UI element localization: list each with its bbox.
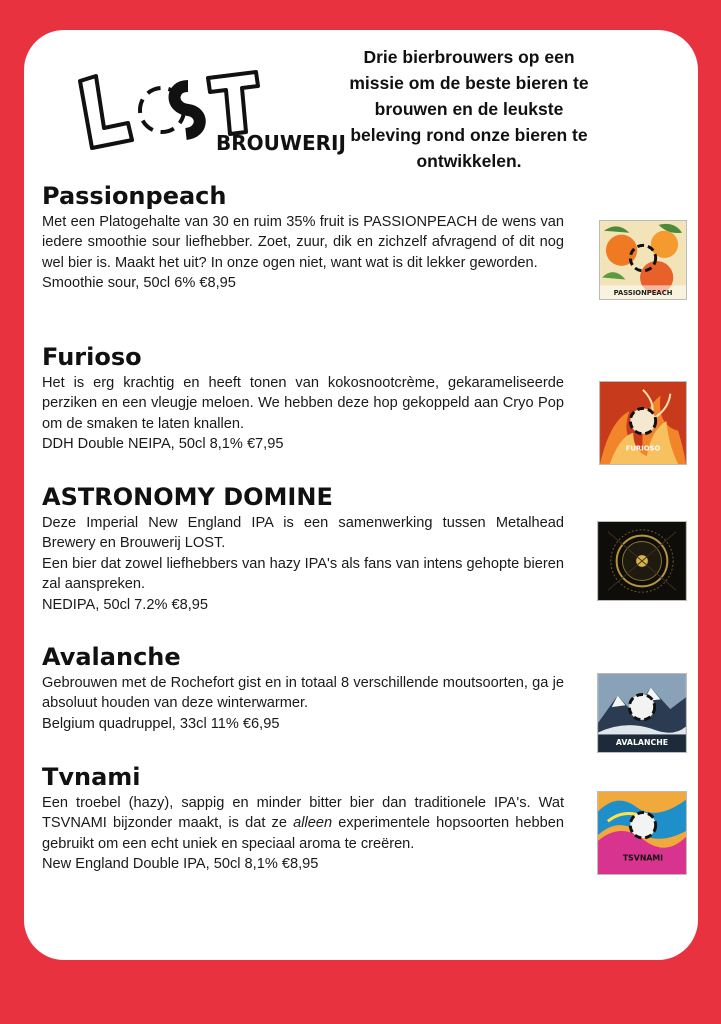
svg-text:AVALANCHE: AVALANCHE: [615, 738, 669, 748]
beer-meta: NEDIPA, 50cl 7.2% €8,95: [42, 596, 209, 613]
svg-text:FURIOSO: FURIOSO: [625, 444, 661, 453]
peach-label-icon: [599, 220, 687, 300]
beer-description: Deze Imperial New England IPA is een samenwerking tussen Metalhead Brewery en Brouwerij LOST.: [42, 515, 564, 552]
beer-meta: Belgium quadruppel, 33cl 11% €6,95: [42, 715, 280, 732]
beer-description: Een troebel (hazy), sappig en minder bitter bier dan traditionele IPA's. Wat TSVNAMI bijzonder maakt, is dat ze alleen experimentele hopsoorten hebben gebruikt om een echt uniek en speciaal aroma te creëren.: [42, 795, 564, 852]
flame-label-icon: [599, 381, 687, 465]
beer-description: Met een Platogehalte van 30 en ruim 35% fruit is PASSIONPEACH de wens van iedere smoothie sour liefhebber. Zoet, zuur, dik en zichzelf afvragend of dit nog wel bier is. Maakt het uit? In onze ogen niet, want wat is dit lekker geworden.: [42, 214, 564, 271]
tagline: Drie bierbrouwers op een missie om de beste bieren te brouwen en de leukste beleving rond onze bieren te ontwikkelen.: [349, 47, 589, 171]
beer-meta: DDH Double NEIPA, 50cl 8,1% €7,95: [42, 436, 284, 453]
cosmic-ring-icon: [597, 521, 687, 601]
beer-title: Furioso: [42, 343, 142, 371]
beer-avalanche: [42, 641, 687, 748]
svg-text:PASSIONPEACH: PASSIONPEACH: [613, 289, 673, 298]
wave-label-icon: [597, 791, 687, 875]
beer-title: Passionpeach: [42, 182, 227, 210]
beer-title: Avalanche: [42, 643, 181, 671]
menu-card: [24, 30, 698, 960]
beer-title: Tvnami: [42, 763, 141, 791]
mountain-label-icon: [597, 673, 687, 753]
beer-description: Een bier dat zowel liefhebbers van hazy IPA's als fans van intens gehopte bieren zal aanspreken.: [42, 555, 564, 593]
beer-title: ASTRONOMY DOMINE: [42, 483, 333, 511]
beer-meta: Smoothie sour, 50cl 6% €8,95: [42, 275, 236, 292]
beer-furioso: [42, 341, 687, 455]
beer-description: Het is erg krachtig en heeft tonen van kokosnootcrème, gekarameliseerde perziken en een vleugje meloen. We hebben deze hop gekoppeld aan Cryo Pop om de smaken te laten knallen.: [42, 375, 564, 432]
beer-description: Gebrouwen met de Rochefort gist en in totaal 8 verschillende moutsoorten, ga je absoluut houden van deze winterwarmer.: [42, 675, 564, 712]
svg-text:BROUWERIJ: BROUWERIJ: [216, 131, 346, 155]
beer-tvnami: [42, 761, 687, 875]
svg-text:TSVNAMI: TSVNAMI: [622, 853, 664, 863]
beer-astronomy-domine: [42, 481, 687, 615]
beer-meta: New England Double IPA, 50cl 8,1% €8,95: [42, 856, 319, 873]
lost-brouwerij-logo: [70, 48, 346, 155]
beer-passionpeach: [42, 180, 687, 298]
